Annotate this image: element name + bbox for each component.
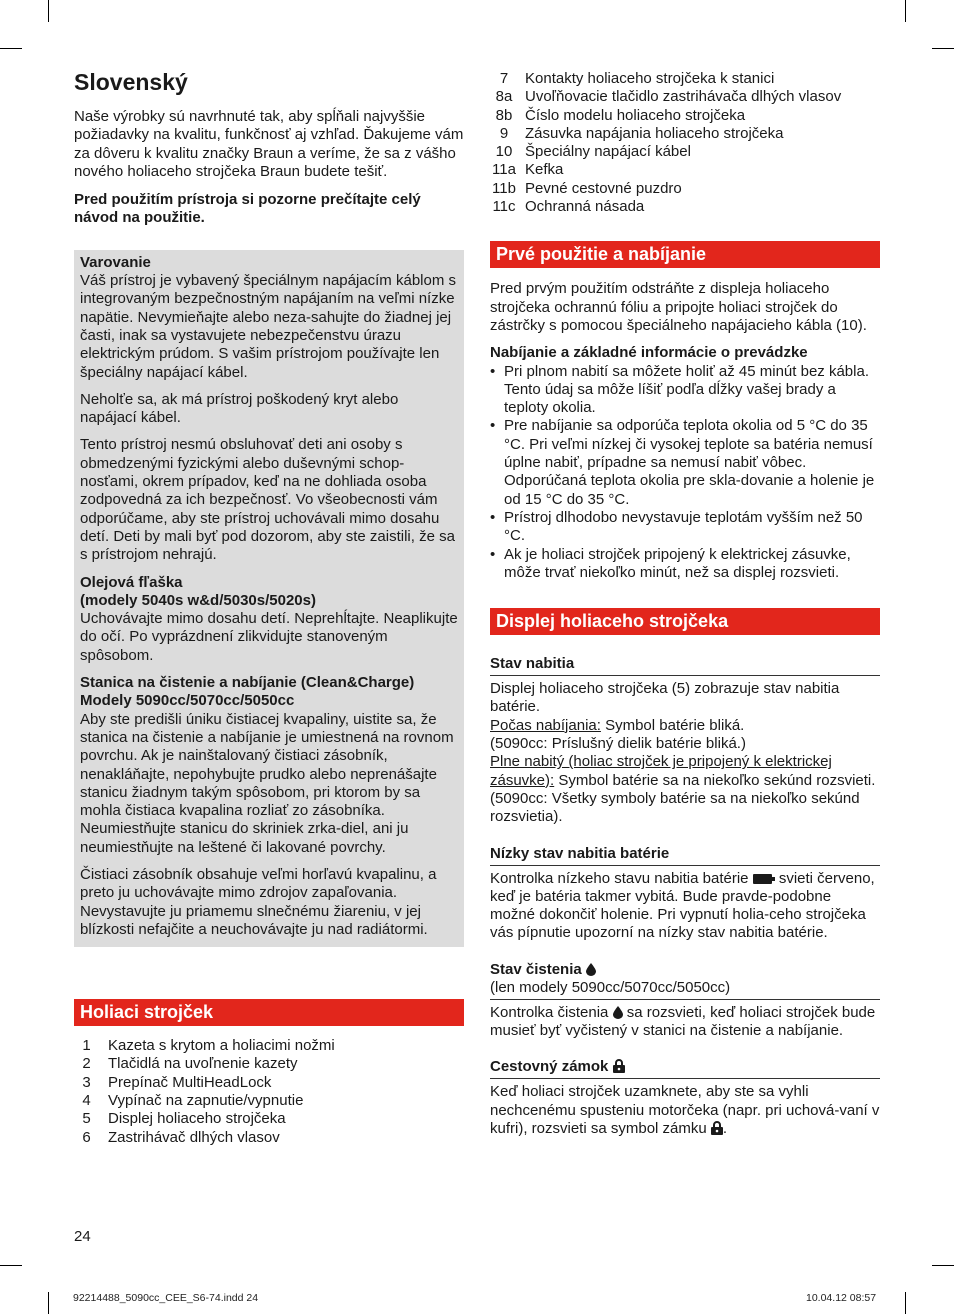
shaver-parts-list [74,1037,464,1147]
list-item [490,143,880,161]
charging-text: Symbol batérie bliká. [600,716,745,734]
item-number: 11a [492,161,516,179]
travel-lock-heading: Cestovný zámok [490,1058,609,1076]
item-label: Kazeta s krytom a holiacimi nožmi [108,1037,335,1055]
battery-icon [753,873,775,885]
travel-lock-text: Keď holiaci strojček uzamknete, aby ste sa vyhli nechcenému spusteniu motorčeka (napr. pri uchová-vaní v kufri), rozsvieti sa symbol zámku [490,1083,880,1137]
item-label: Ochranná násada [525,198,645,216]
cartridge-text: Čistiaci zásobník obsahuje veľmi horľavú kvapalinu, a preto ju uchovávajte mimo zdrojov zapaľovania. Nevystavujte ju priamemu slnečnému žiareniu, v jej blízkosti nefajčite a neuchovávajte ju nad radiátormi. [80,865,437,938]
footer-file: 92214488_5090cc_CEE_S6-74.indd 24 [73,1292,259,1304]
full-charge-label: Plne nabitý (holiac strojček je pripojený k elektrickej zásuvke): [490,753,832,789]
item-number: 1 [82,1037,91,1055]
list-item [74,1055,464,1073]
item-number: 5 [82,1110,91,1128]
item-number: 11c [492,198,516,216]
crop-mark [0,48,22,49]
item-number: 3 [82,1073,91,1091]
item-label: Číslo modelu holiaceho strojčeka [525,106,746,124]
list-item [490,125,880,143]
oil-text: Uchovávajte mimo dosahu detí. Neprehĺtajte. Neaplikujte do očí. Po vyprázdnení zlikvidujte stanoveným spôsobom. [80,610,458,664]
item-label: Tlačidlá na uvoľnenie kazety [108,1055,298,1073]
item-number: 2 [82,1055,91,1073]
bullet-item: • Ak je holiaci strojček pripojený k elektrickej zásuvke, môže trvať niekoľko minút, než sa displej rozsvieti. [490,546,880,583]
station-heading: Stanica na čistenie a nabíjanie (Clean&Charge) [80,674,415,692]
cleaning-text-a: Kontrolka čistenia [490,1003,609,1021]
travel-lock-heading-row [490,1058,880,1079]
list-item [490,107,880,125]
crop-mark [905,0,906,22]
list-item [490,180,880,198]
warning-box [74,250,464,947]
right-column [490,70,880,1138]
item-label: Špeciálny napájací kábel [525,143,691,161]
page-title: Slovenský [74,69,188,95]
oil-heading: Olejová fľaška [80,573,183,591]
list-item [74,1037,464,1055]
warning-heading: Varovanie [80,253,151,271]
cleaning-models: (len modely 5090cc/5070cc/5050cc) [490,979,880,1000]
item-label: Vypínač na zapnutie/vypnutie [108,1092,304,1110]
item-label: Uvoľňovacie tlačidlo zastrihávača dlhých vlasov [525,88,842,106]
charging-subheading: Nabíjanie a základné informácie o prevádzke [490,344,808,362]
cleaning-text-b: sa rozsvieti, keď holiaci strojček bude musieť byť vyčistený v stanici na čistenie a nabíjanie. [490,1003,876,1039]
crop-mark [48,0,49,22]
cleaning-status-heading: Stav čistenia [490,960,582,978]
display-heading: Displej holiaceho strojčeka [490,608,880,635]
item-number: 8a [495,88,513,106]
footer-date: 10.04.12 08:57 [806,1292,877,1304]
station-text: Aby ste predišli úniku čistiacej kvapaliny, uistite sa, že stanica na čistenie a nabíjanie je umiestnená na rovnom povrchu. Ak je nainštalovaný čistiaci zásobník, nenakláňajte, nepohybujte prudko alebo neprenášajte stanicu žiadnym takým spôsobom, pri ktorom by sa mohla čistiaca kvapalina rozliať zo zásobníka. Neumiestňujte stanicu do skriniek zrka-diel, ani ju neumiestňujte na leštené či lakované povrchy. [80,710,454,856]
charge-status-heading: Stav nabitia [490,655,880,676]
charging-5090-note: (5090cc: Príslušný dielik batérie bliká.) [490,735,746,753]
station-models: Modely 5090cc/5070cc/5050cc [80,692,295,710]
list-item [490,70,880,88]
first-use-intro: Pred prvým použitím odstráňte z displeja holiaceho strojčeka ochrannú fóliu a pripojte holiaci strojček do zástrčky s pomocou špeciálneho napájacieho kábla (10). [490,280,867,334]
shaver-section-heading: Holiaci strojček [74,999,464,1026]
list-item [74,1074,464,1092]
list-item [490,88,880,106]
item-number: 7 [499,70,509,87]
list-item [74,1092,464,1110]
item-number: 10 [495,143,513,161]
charge-status-text: Displej holiaceho strojčeka (5) zobrazuje stav nabitia batérie. [490,680,840,716]
oil-models: (modely 5040s w&d/5030s/5020s) [80,591,316,609]
crop-mark [905,1292,906,1314]
crop-mark [0,1265,22,1266]
travel-lock-end: . [722,1119,728,1137]
charging-bullets [490,363,880,583]
full-charge-text: Symbol batérie sa na niekoľko sekúnd rozsvieti. (5090cc: Všetky symboly batérie sa na niekoľko sekúnd rozsvietia). [490,771,876,826]
charging-label: Počas nabíjania: [490,716,601,734]
warning-text-2: Neholťe sa, ak má prístroj poškodený kryt alebo napájací kábel. [80,390,399,427]
first-use-heading: Prvé použitie a nabíjanie [490,241,880,268]
intro-text: Naše výrobky sú navrhnuté tak, aby spĺňali najvyššie požiadavky na kvalitu, funkčnosť aj vzhľad. Ďakujeme vám za dôveru k kvalitu značky Braun a veríme, že sa z vášho nového holiaceho strojčeka Braun budete tešiť. [74,108,464,180]
left-column [74,68,464,1147]
item-number: 11b [492,179,516,197]
item-label: Kefka [525,161,564,179]
crop-mark [932,48,954,49]
list-item [490,161,880,179]
shaver-parts-list-continued [490,70,880,216]
item-number: 9 [499,124,509,142]
drop-icon [613,1006,623,1019]
warning-text-3: Tento prístroj nesmú obsluhovať deti ani osoby s obmedzenými fyzickými alebo duševnými schop-nosťami, okrem prípadov, keď na ne dohliada osoba zodpovedná za ich bezpečnosť. Vo všeobecnosti vám odporúčame, aby ste prístroj uchovávali mimo dosahu detí. Deti by mali byť pod dozorom, aby ste zaistili, že sa s prístrojom nehrajú. [80,436,455,564]
low-battery-text-b: svieti červeno, keď je batéria takmer vybitá. Bude pravde-podobne možné dokončiť holenie. Pri vypnutí holia-ceho strojčeka vás pípnutie upozorní na nízky stav nabitia batérie. [490,869,875,942]
low-battery-text-a: Kontrolka nízkeho stavu nabitia batérie [490,869,749,887]
item-label: Kontakty holiaceho strojčeka k stanici [525,70,775,87]
item-number: 4 [82,1092,91,1110]
item-number: 6 [82,1128,91,1146]
intro-bold: Pred použitím prístroja si pozorne prečítajte celý návod na použitie. [74,191,421,227]
warning-text-1: Váš prístroj je vybavený špeciálnym napájacím káblom s integrovaným bezpečnostným napájaním na veľmi nízke napätie. Nevymieňajte alebo neza-sahujte do žiadnej jej časti, inak sa vystavujete nebezpečenstvu úrazu elektrickým prúdom. S vašim prístrojom používajte len špeciálny napájací kábel. [80,272,456,381]
low-battery-heading: Nízky stav nabitia batérie [490,845,880,866]
item-label: Pevné cestovné puzdro [525,179,682,197]
bullet-item: • Pre nabíjanie sa odporúča teplota okolia od 5 °C do 35 °C. Pri veľmi nízkej či vysokej teplote sa batéria nemusí úplne nabiť, prípadne sa nemusí nabiť vôbec. Odporúčaná teplota okolia pre skla-dovanie a holenie je od 15 °C do 35 °C. [490,417,880,508]
list-item [74,1110,464,1128]
item-label: Displej holiaceho strojčeka [108,1110,286,1128]
lock-icon [613,1059,625,1073]
list-item [490,198,880,216]
page-number: 24 [74,1228,91,1245]
lock-icon [711,1121,723,1135]
item-label: Prepínač MultiHeadLock [108,1073,272,1091]
crop-mark [932,1265,954,1266]
crop-mark [48,1292,49,1314]
bullet-item: • Pri plnom nabití sa môžete holiť až 45 minút bez kábla. Tento údaj sa môže líšiť podľa dĺžky vašej brady a teploty okolia. [490,363,880,418]
item-number: 8b [495,106,513,124]
item-label: Zastrihávač dlhých vlasov [108,1128,280,1146]
drop-icon [586,963,596,976]
bullet-item: • Prístroj dlhodobo nevystavuje teplotám vyšším než 50 °C. [490,509,880,546]
list-item [74,1129,464,1147]
item-label: Zásuvka napájania holiaceho strojčeka [525,124,784,142]
